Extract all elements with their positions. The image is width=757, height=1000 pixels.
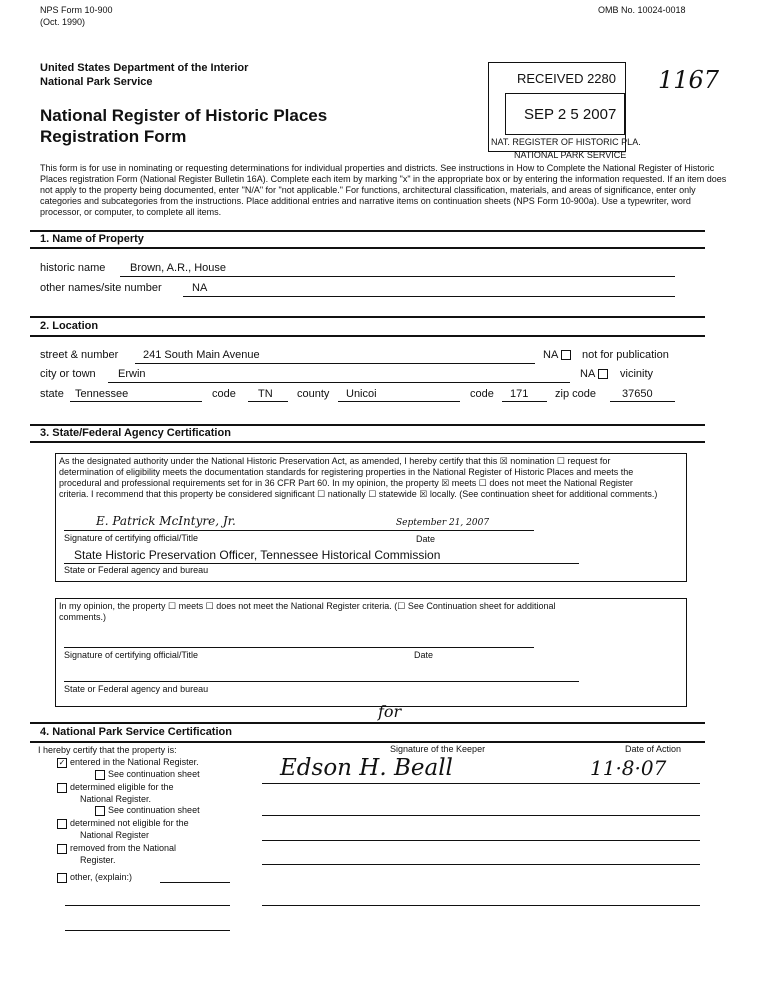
stamp-date-box (505, 93, 625, 135)
street-label: street & number (40, 349, 119, 361)
not-for-publication-label: not for publication (582, 349, 669, 361)
code-label: code (212, 388, 236, 400)
entered-checkbox[interactable]: ✓ (58, 757, 66, 767)
state-field[interactable]: Tennessee (75, 388, 129, 400)
opinion-box (55, 598, 687, 707)
other-names-field[interactable]: NA (192, 282, 208, 294)
street-field[interactable]: 241 South Main Avenue (143, 349, 260, 361)
option-label: removed from the National (70, 843, 177, 853)
continuation-checkbox[interactable] (95, 770, 105, 780)
zip-label: zip code (555, 388, 596, 400)
agency-field[interactable]: State Historic Preservation Officer, Tennessee Historical Commission (74, 548, 441, 562)
opinion-text: In my opinion, the property ☐ meets ☐ does not meet the National Register criteria. (☐ See Continuation sheet for additional comments.) (59, 601, 556, 622)
option-label: entered in the National Register. (70, 757, 199, 767)
page-subtitle: Registration Form (40, 127, 187, 146)
section-4-title: 4. National Park Service Certification (40, 726, 232, 738)
received-stamp (488, 62, 641, 152)
certify-intro: I hereby certify that the property is: (38, 745, 177, 755)
historic-name-label: historic name (40, 262, 106, 274)
vicinity-checkbox[interactable] (598, 369, 608, 379)
state-code-field[interactable]: TN (258, 388, 273, 400)
certification-date: September 21, 2007 (396, 518, 490, 528)
handwritten-number: 1167 (658, 66, 720, 94)
option-label: Register. (80, 855, 116, 865)
county-label: county (297, 388, 330, 400)
form-number: NPS Form 10-900 (40, 5, 113, 15)
state-label: state (40, 388, 64, 400)
signature-label: Signature of certifying official/Title (64, 533, 199, 543)
keeper-signature: Edson H. Beall (280, 755, 453, 781)
eligible-checkbox[interactable] (57, 783, 67, 793)
stamp-line: NATIONAL PARK SERVICE (514, 150, 627, 160)
city-label: city or town (40, 368, 96, 380)
not-for-publication-checkbox[interactable] (561, 350, 571, 360)
agency-label: State or Federal agency and bureau (64, 565, 209, 575)
date-of-action-label: Date of Action (625, 744, 682, 754)
continuation-checkbox[interactable] (95, 806, 105, 816)
stamp-line: NAT. REGISTER OF HISTORIC PLA. (491, 137, 641, 147)
not-eligible-checkbox[interactable] (57, 819, 67, 829)
option-label: other, (explain:) (70, 872, 133, 882)
signature-label: Signature of certifying official/Title (64, 650, 199, 660)
department: United States Department of the Interior (40, 62, 249, 74)
date-label: Date (414, 650, 434, 660)
service: National Park Service (40, 76, 153, 88)
code-label: code (470, 388, 494, 400)
county-code-field[interactable]: 171 (510, 388, 529, 400)
certification-box (55, 453, 687, 582)
option-label: See continuation sheet (108, 769, 200, 779)
option-label: determined not eligible for the (70, 818, 189, 828)
removed-checkbox[interactable] (57, 844, 67, 854)
option-label: determined eligible for the (70, 782, 174, 792)
page-title: National Register of Historic Places (40, 106, 328, 125)
na-label: NA (580, 368, 596, 380)
city-field[interactable]: Erwin (118, 368, 146, 380)
action-date: 11·8·07 (590, 756, 667, 780)
keeper-label: Signature of the Keeper (390, 744, 486, 754)
other-checkbox[interactable] (57, 873, 67, 883)
form-date: (Oct. 1990) (40, 17, 86, 27)
stamp-received: RECEIVED 2280 (517, 71, 616, 86)
stamp-date: SEP 2 5 2007 (524, 106, 617, 123)
certification-text: As the designated authority under the National Historic Preservation Act, as amended, I hereby certify that this ☒ nomination ☐ request for determination of eligibility meets the documentation standards for registering properties in the National Register of Historic Places and meets the procedural and professional requirements set for in 36 CFR Part 60. In my opinion, the property ☒ meets ☐ does not meet the National Register criteria. I recommend that this property be considered significant ☐ nationally ☐ statewide ☒ locally. (See continuation sheet for additional comments.) (59, 456, 658, 499)
section-1-title: 1. Name of Property (40, 233, 144, 245)
official-signature: E. Patrick McIntyre, Jr. (96, 514, 236, 528)
na-label: NA (543, 349, 559, 361)
section-2-title: 2. Location (40, 320, 99, 332)
county-field[interactable]: Unicoi (346, 388, 377, 400)
option-label: See continuation sheet (108, 805, 200, 815)
other-names-label: other names/site number (40, 282, 162, 294)
for-handwritten: for (378, 702, 402, 721)
option-label: National Register. (80, 794, 152, 804)
section-3-title: 3. State/Federal Agency Certification (40, 427, 231, 439)
historic-name-field[interactable]: Brown, A.R., House (130, 262, 226, 274)
zip-field[interactable]: 37650 (622, 388, 653, 400)
option-label: National Register (80, 830, 150, 840)
instructions-paragraph: This form is for use in nominating or requesting determinations for individual properties and districts. See instructions in How to Complete the National Register of Historic Places registration Form (National Register Bulletin 16A). Complete each item by marking "x" in the appropriate box or by entering the information requested. If an item does not apply to the property being documented, enter "N/A" for "not applicable." For functions, architectural classification, materials, and areas of significance, enter only categories and subcategories from the instructions. Place additional entries and narrative items on continuation sheets (NPS Form 10-900a). Use a typewriter, word processor, or computer, to complete all items. (40, 163, 727, 217)
agency-label: State or Federal agency and bureau (64, 684, 209, 694)
omb-number: OMB No. 10024-0018 (598, 5, 686, 15)
date-label: Date (416, 534, 436, 544)
vicinity-label: vicinity (620, 368, 654, 380)
